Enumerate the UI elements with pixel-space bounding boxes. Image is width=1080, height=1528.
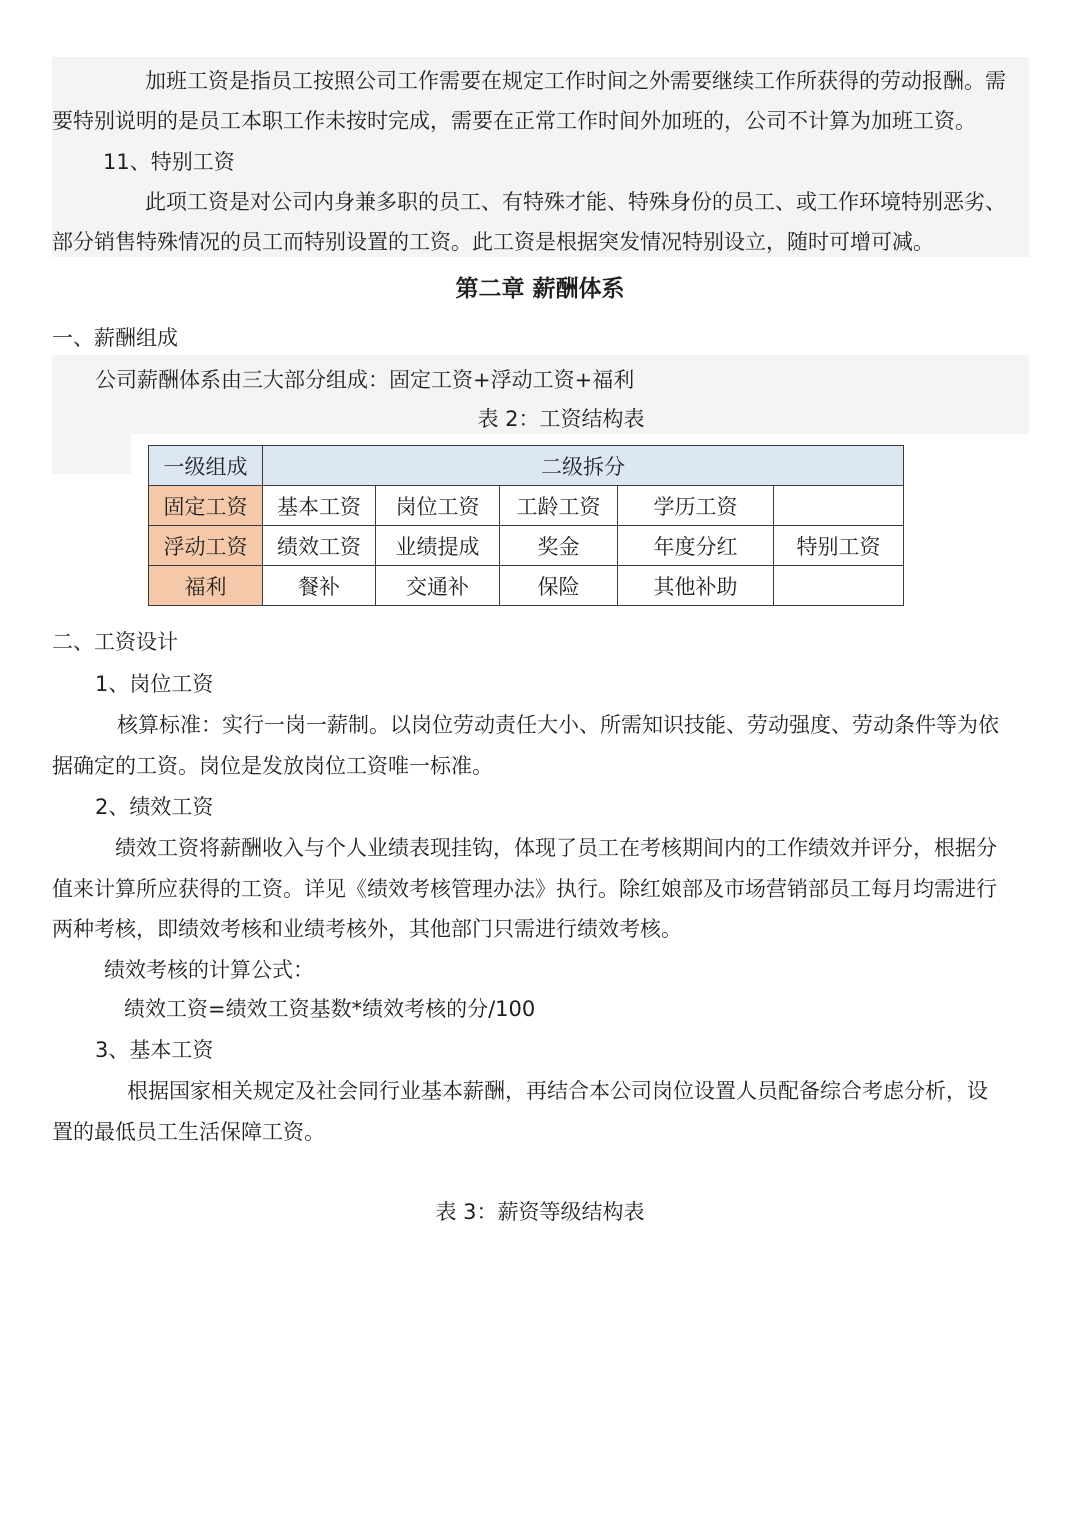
- table-cell: [774, 486, 904, 526]
- paragraph-special-line2: 部分销售特殊情况的员工而特别设置的工资。此工资是根据突发情况特别设立，随时可增可减。: [52, 230, 934, 254]
- table3-caption: 表 3：薪资等级结构表: [435, 1200, 645, 1224]
- table-cell: 餐补: [263, 566, 376, 606]
- chapter-title: 第二章 薪酬体系: [455, 276, 625, 302]
- table-row-category: 浮动工资: [149, 526, 263, 566]
- table-cell: 工龄工资: [500, 486, 618, 526]
- section1-text: 公司薪酬体系由三大部分组成：固定工资+浮动工资+福利: [95, 368, 635, 392]
- table-header-row: [149, 446, 904, 486]
- item-special-wage-title: 11、特别工资: [103, 150, 235, 174]
- sub3-line2: 置的最低员工生活保障工资。: [52, 1120, 325, 1144]
- table-header-level1: 一级组成: [149, 446, 263, 486]
- table-cell: [774, 566, 904, 606]
- section1-heading: 一、薪酬组成: [52, 326, 178, 350]
- sub1-line2: 据确定的工资。岗位是发放岗位工资唯一标准。: [52, 754, 493, 778]
- table-cell: 基本工资: [263, 486, 376, 526]
- sub2-line3: 两种考核，即绩效考核和业绩考核外，其他部门只需进行绩效考核。: [52, 917, 682, 941]
- table-row: [149, 566, 904, 606]
- sub2-title: 2、绩效工资: [95, 795, 214, 819]
- sub1-line1: 核算标准：实行一岗一薪制。以岗位劳动责任大小、所需知识技能、劳动强度、劳动条件等为依: [117, 713, 999, 737]
- table2-caption: 表 2：工资结构表: [477, 407, 645, 431]
- table-row: [149, 526, 904, 566]
- paragraph-special-line1: 此项工资是对公司内身兼多职的员工、有特殊才能、特殊身份的员工、或工作环境特别恶劣、: [145, 190, 1006, 214]
- table-header-level2: 二级拆分: [263, 446, 904, 486]
- table-cell: 业绩提成: [376, 526, 500, 566]
- section2-heading: 二、工资设计: [52, 630, 178, 654]
- sub3-title: 3、基本工资: [95, 1038, 214, 1062]
- paragraph-overtime-line2: 要特别说明的是员工本职工作未按时完成，需要在正常工作时间外加班的，公司不计算为加班工资。: [52, 109, 976, 133]
- table-cell: 年度分红: [618, 526, 774, 566]
- table-cell: 保险: [500, 566, 618, 606]
- formula-text: 绩效工资=绩效工资基数*绩效考核的分/100: [124, 997, 536, 1021]
- table-row-category: 福利: [149, 566, 263, 606]
- formula-label: 绩效考核的计算公式：: [104, 958, 314, 982]
- sub2-line2: 值来计算所应获得的工资。详见《绩效考核管理办法》执行。除红娘部及市场营销部员工每月均需进行: [52, 877, 997, 901]
- table-cell: 其他补助: [618, 566, 774, 606]
- table-cell: 绩效工资: [263, 526, 376, 566]
- table-cell: 学历工资: [618, 486, 774, 526]
- table-row-category: 固定工资: [149, 486, 263, 526]
- table-cell: 奖金: [500, 526, 618, 566]
- sub3-line1: 根据国家相关规定及社会同行业基本薪酬，再结合本公司岗位设置人员配备综合考虑分析，设: [127, 1079, 988, 1103]
- table-row: [149, 486, 904, 526]
- section1-shaded-block-tail: [52, 434, 131, 474]
- paragraph-overtime-line1: 加班工资是指员工按照公司工作需要在规定工作时间之外需要继续工作所获得的劳动报酬。需: [145, 69, 1006, 93]
- salary-structure-table: [148, 445, 904, 606]
- table-cell: 交通补: [376, 566, 500, 606]
- sub2-line1: 绩效工资将薪酬收入与个人业绩表现挂钩，体现了员工在考核期间内的工作绩效并评分，根据分: [115, 836, 997, 860]
- table-cell: 特别工资: [774, 526, 904, 566]
- sub1-title: 1、岗位工资: [95, 672, 214, 696]
- table-cell: 岗位工资: [376, 486, 500, 526]
